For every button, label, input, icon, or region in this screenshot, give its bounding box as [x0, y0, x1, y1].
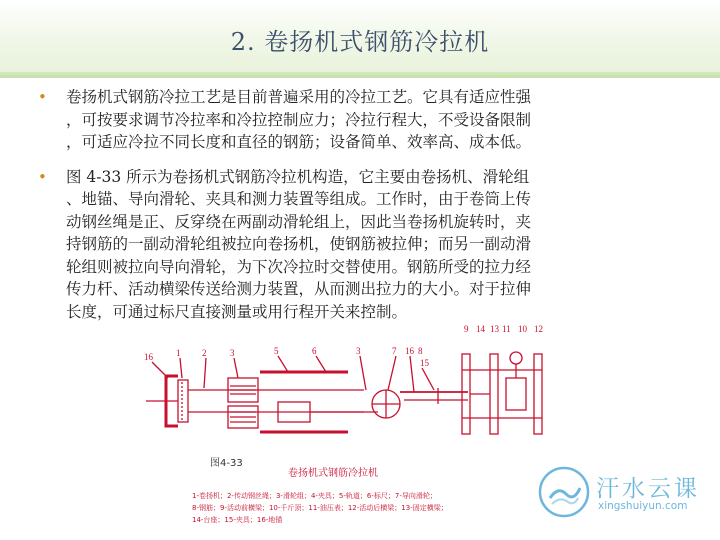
bullet-marker-icon: •	[38, 88, 47, 106]
legend-line: 1-卷扬机；2-传动钢丝绳；3-滑轮组；4-夹具；5-轨道；6-标尺；7-导向滑轮；	[192, 492, 437, 500]
figure-number: 图4-33	[210, 458, 243, 469]
callout-label: 9	[464, 324, 469, 334]
paragraph-line: ，可适应冷拉不同长度和直径的钢筋；设备简单、效率高、成本低。	[66, 133, 532, 151]
watermark-url: xingshuiyun.com	[598, 500, 688, 512]
bullet-marker-icon: •	[38, 167, 47, 186]
legend-line: 14-台座；15-夹具；16-地锚	[192, 516, 283, 524]
machine-diagram	[138, 318, 558, 540]
paragraph-line: 持钢筋的一副动滑轮组被拉向卷扬机，使钢筋被拉伸；而另一副动滑	[66, 235, 532, 253]
winch-drum-shape	[178, 380, 188, 422]
callout-label: 13	[490, 324, 499, 334]
callout-label: 15	[420, 358, 429, 368]
paragraph-line: 图 4-33 所示为卷扬机式钢筋冷拉机构造，它主要由卷扬机、滑轮组	[66, 167, 530, 186]
callout-label: 1	[176, 348, 181, 358]
callout-label: 10	[518, 324, 527, 334]
callout-label: 6	[312, 346, 317, 356]
callout-label: 14	[476, 324, 485, 334]
title-band	[0, 0, 720, 78]
cold-drawing-machine-figure	[138, 318, 558, 540]
slide-content	[36, 86, 676, 335]
callout-label: 8	[418, 346, 423, 356]
callout-label: 16	[144, 352, 153, 362]
paragraph-line: ，可按要求调节冷拉率和冷拉控制应力；冷拉行程大，不受设备限制	[66, 110, 532, 129]
callout-label: 16	[405, 346, 414, 356]
callout-label: 12	[534, 324, 543, 334]
paragraph-line: 动钢丝绳是正、反穿绕在两副动滑轮组上，因此当卷扬机旋转时，夹	[66, 212, 532, 231]
paragraph-line: 轮组则被拉向导向滑轮，为下次冷拉时交替使用。钢筋所受的拉力经	[66, 257, 532, 276]
callout-label: 3	[230, 348, 235, 358]
paragraph-line: 长度，可通过标尺直接测量或用行程开关来控制。	[66, 302, 408, 321]
watermark-logo	[536, 462, 716, 522]
callout-label: 7	[392, 346, 397, 356]
bullet-paragraph-2	[36, 166, 676, 324]
paragraph-line: 卷扬机式钢筋冷拉工艺是目前普遍采用的冷拉工艺。它具有适应性强	[66, 88, 532, 106]
page-title: 2. 卷扬机式钢筋冷拉机	[230, 28, 490, 56]
callout-label: 2	[202, 348, 207, 358]
watermark-brand: 汗水云课	[596, 476, 700, 502]
figure-caption: 卷扬机式钢筋冷拉机	[288, 468, 378, 479]
callout-label: 11	[502, 324, 511, 334]
callout-label: 5	[274, 346, 279, 356]
wave-logo-icon	[536, 464, 592, 520]
bullet-paragraph-1	[36, 86, 676, 154]
paragraph-line: 、地锚、导向滑轮、夹具和测力装置等组成。工作时，由于卷筒上传	[66, 190, 532, 208]
legend-line: 8-钢筋；9-活动前横梁；10-千斤顶；11-油压表；12-活动后横梁；13-固定横梁；	[192, 504, 448, 512]
paragraph-line: 传力杆、活动横梁传送给测力装置，从而测出拉力的大小。对于拉伸	[66, 280, 532, 298]
callout-label: 3	[356, 346, 361, 356]
